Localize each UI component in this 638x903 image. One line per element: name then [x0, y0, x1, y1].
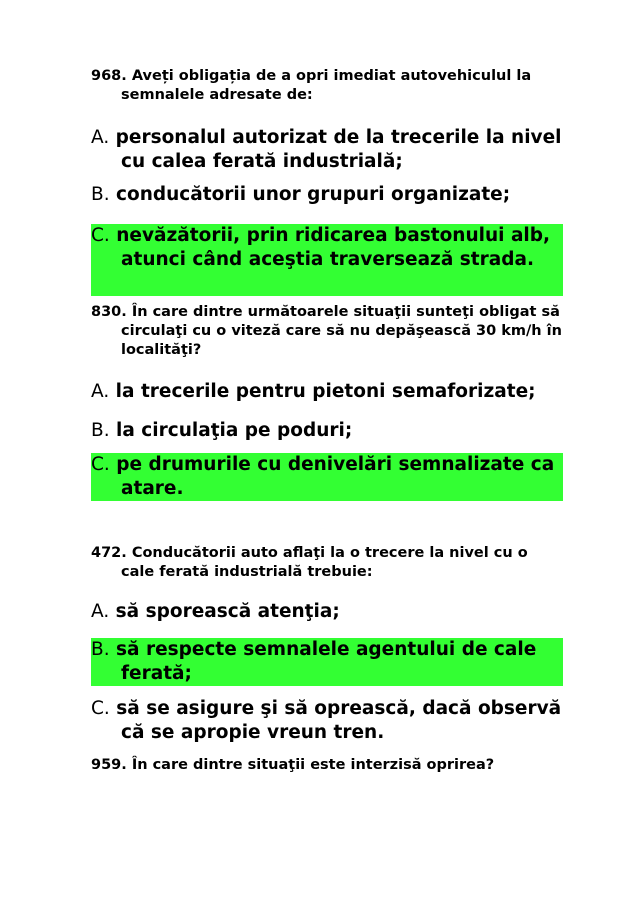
- option-letter: A.: [91, 127, 110, 148]
- option-letter: B.: [91, 639, 110, 660]
- question-959: 959. În care dintre situaţii este interzisă oprirea?: [91, 757, 495, 773]
- option-472-b-correct: [91, 638, 563, 686]
- question-830: 830. În care dintre următoarele situaţii sunteţi obligat să circulaţi cu o viteză care să nu depăşească 30 km/h în localităţi?: [91, 304, 562, 358]
- option-letter: C.: [91, 698, 110, 719]
- option-text: să respecte semnalele agentului de cale ferată;: [116, 639, 537, 684]
- question-968: 968. Aveți obligația de a opri imediat autovehiculul la semnalele adresate de:: [91, 68, 532, 103]
- option-text: la trecerile pentru pietoni semaforizate;: [115, 381, 536, 402]
- question-472: 472. Conducătorii auto aflaţi la o trecere la nivel cu o cale ferată industrială trebuie:: [91, 545, 528, 580]
- option-text: să sporească atenţia;: [115, 601, 340, 622]
- option-text: nevăzătorii, prin ridicarea bastonului alb, atunci când aceştia traversează strada.: [116, 225, 551, 270]
- option-letter: A.: [91, 601, 110, 622]
- option-830-b: [91, 419, 563, 443]
- option-472-c: [91, 697, 563, 744]
- option-text: pe drumurile cu denivelări semnalizate ca atare.: [116, 454, 555, 499]
- option-968-a: [91, 126, 563, 173]
- option-968-b: [91, 183, 563, 207]
- option-text: personalul autorizat de la trecerile la nivel cu calea ferată industrială;: [115, 127, 562, 172]
- option-830-a: [91, 380, 563, 404]
- option-968-c-correct: [91, 224, 563, 296]
- option-830-c-correct: [91, 453, 563, 501]
- option-letter: C.: [91, 454, 110, 475]
- option-472-a: [91, 600, 563, 624]
- option-letter: B.: [91, 184, 110, 205]
- option-letter: B.: [91, 420, 110, 441]
- option-letter: C.: [91, 225, 110, 246]
- option-text: la circulaţia pe poduri;: [116, 420, 353, 441]
- option-text: conducătorii unor grupuri organizate;: [116, 184, 511, 205]
- option-text: să se asigure şi să oprească, dacă observă că se apropie vreun tren.: [116, 698, 562, 743]
- option-letter: A.: [91, 381, 110, 402]
